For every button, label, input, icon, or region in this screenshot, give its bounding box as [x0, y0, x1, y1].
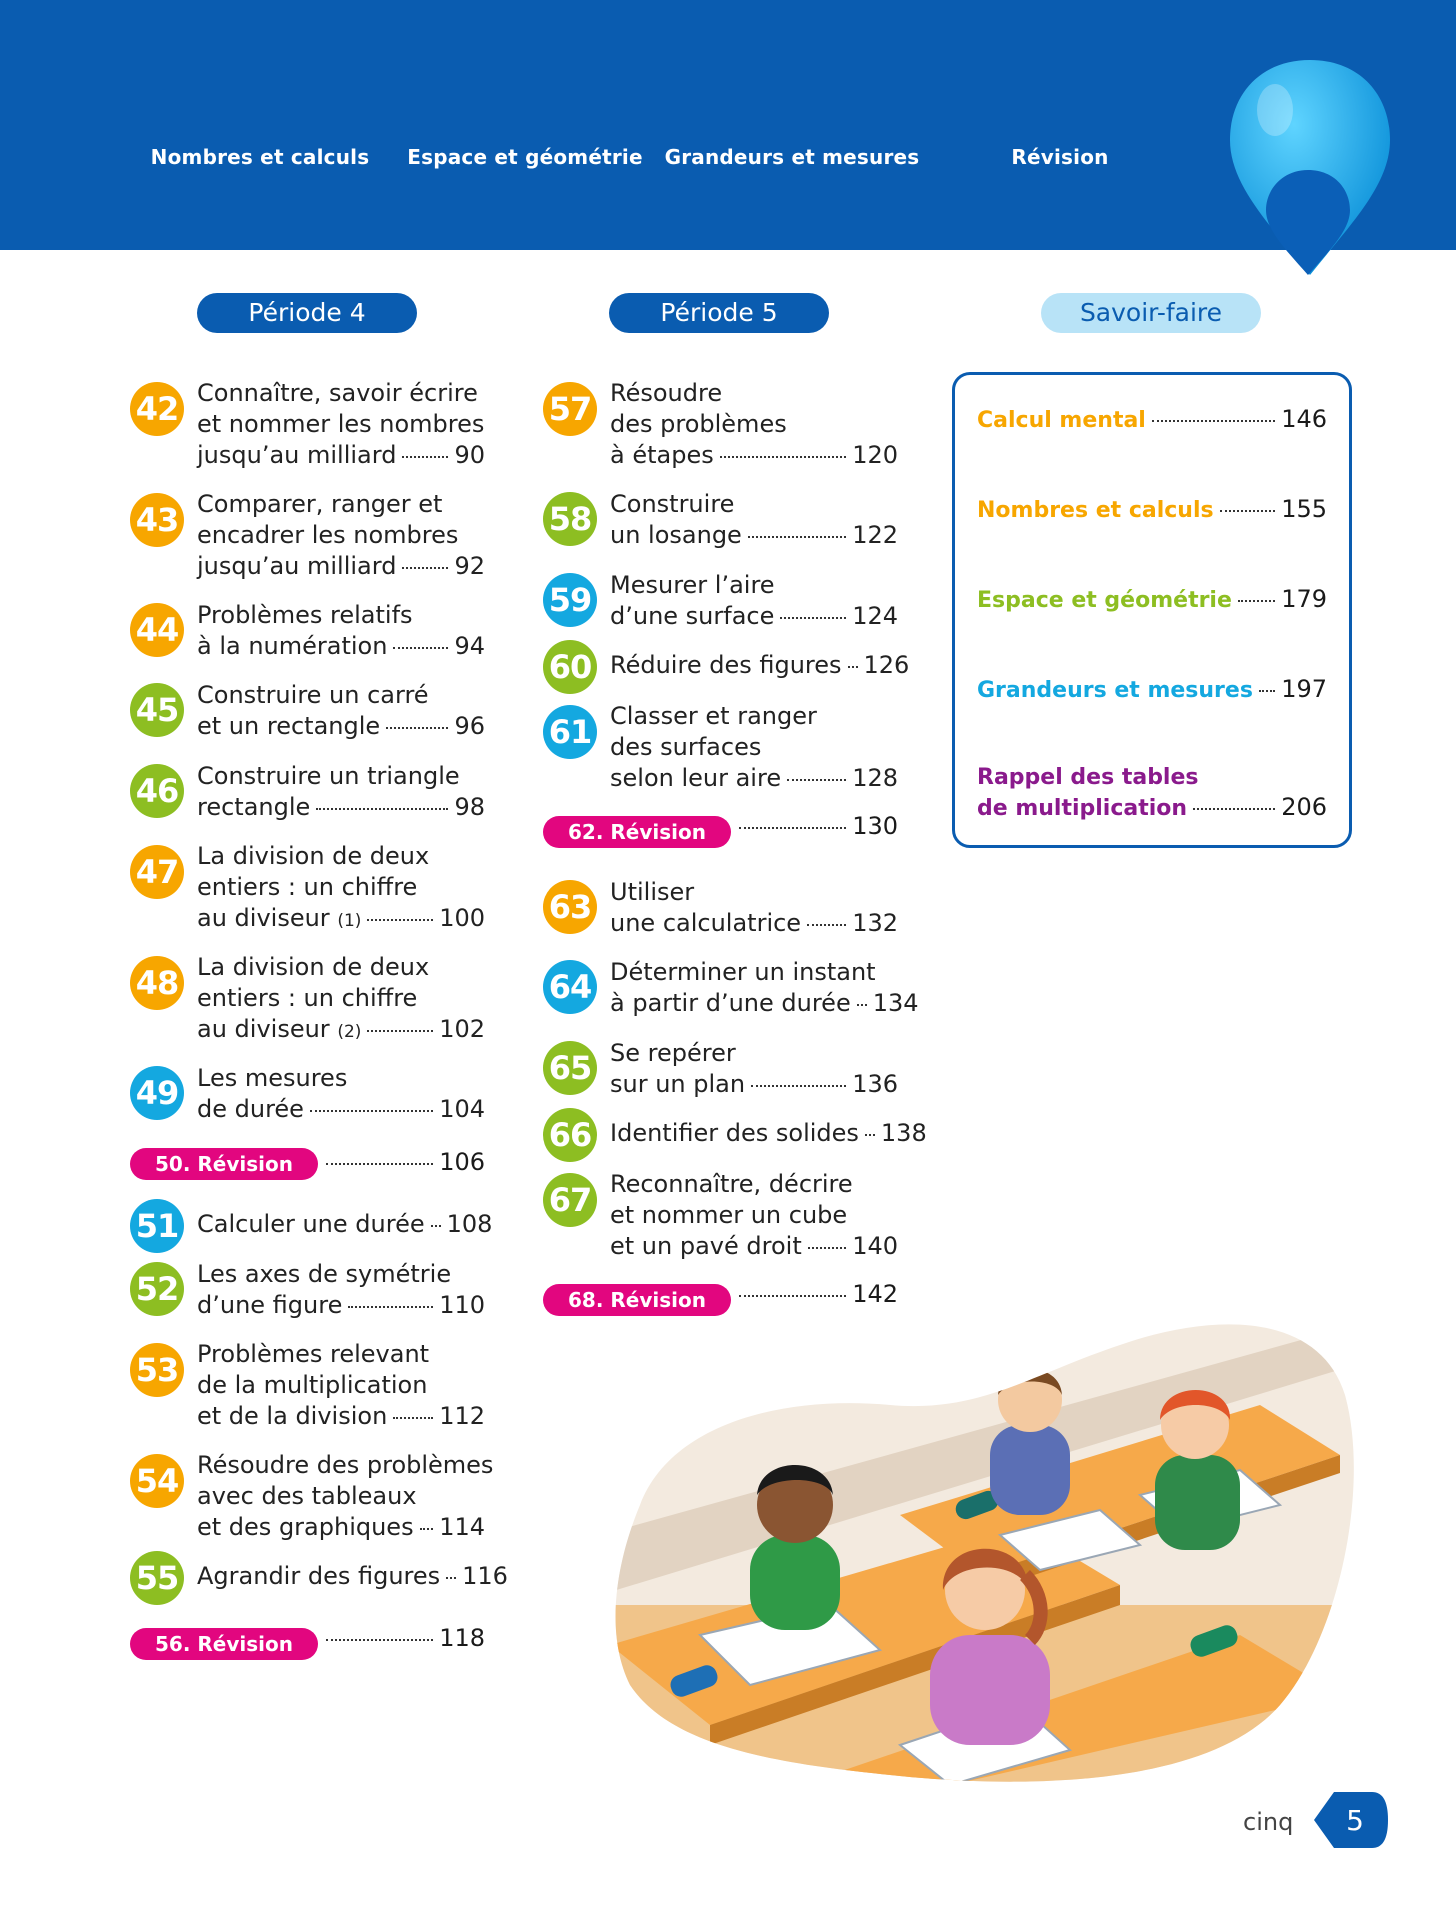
lesson-number: 60: [543, 640, 597, 694]
page-number: 120: [852, 441, 898, 469]
lesson-title: Agrandir des figures 116: [197, 1562, 508, 1590]
page-number: 130: [852, 812, 898, 840]
lesson-title: Réduire des figures 126: [610, 651, 910, 679]
lesson-title: Problèmes relevant de la multiplication et de la division 112: [197, 1340, 485, 1430]
savoir-faire-rappel-des-tables[interactable]: Rappel des tables de multiplication 206: [977, 765, 1327, 821]
page-number: 138: [880, 1119, 927, 1147]
page-number: 92: [454, 552, 485, 580]
revision-badge: 56. Révision: [130, 1628, 318, 1660]
revision-page-line: [739, 1280, 898, 1308]
lesson-number: 47: [130, 845, 184, 899]
savoir-faire-header: Savoir-faire: [1041, 293, 1261, 333]
lesson-number: 63: [543, 880, 597, 934]
revision-page-line: [326, 1624, 485, 1652]
page-word: cinq: [1243, 1808, 1294, 1836]
savoir-faire-calcul-mental[interactable]: Calcul mental 146: [977, 405, 1327, 433]
lesson-title: Classer et ranger des surfaces selon leur aire 128: [610, 702, 898, 792]
tab-revision[interactable]: Révision: [1011, 145, 1109, 169]
savoir-faire-espace-et-geometrie[interactable]: Espace et géométrie 179: [977, 585, 1327, 613]
page-number: 146: [1281, 405, 1327, 433]
revision-page-line: [326, 1148, 485, 1176]
lesson-number: 67: [543, 1173, 597, 1227]
page-number: 118: [439, 1624, 485, 1652]
lesson-number: 55: [130, 1551, 184, 1605]
lesson-number: 59: [543, 573, 597, 627]
lesson-number: 44: [130, 603, 184, 657]
revision-badge: 50. Révision: [130, 1148, 318, 1180]
period-4-header: Période 4: [197, 293, 417, 333]
lesson-number: 54: [130, 1454, 184, 1508]
lesson-title: Les axes de symétrie d’une figure 110: [197, 1260, 485, 1319]
map-pin-decoration: [1220, 55, 1400, 285]
page-number: 112: [439, 1402, 485, 1430]
page-number: 110: [439, 1291, 485, 1319]
page-number: 94: [454, 632, 485, 660]
revision-badge: 62. Révision: [543, 816, 731, 848]
revision-badge: 68. Révision: [543, 1284, 731, 1316]
period-5-header: Période 5: [609, 293, 829, 333]
lesson-title: Problèmes relatifs à la numération 94: [197, 601, 485, 660]
page-number: 122: [852, 521, 898, 549]
savoir-faire-grandeurs-et-mesures[interactable]: Grandeurs et mesures 197: [977, 675, 1327, 703]
lesson-number: 57: [543, 382, 597, 436]
page-number: 96: [454, 712, 485, 740]
lesson-title: Reconnaître, décrire et nommer un cube et un pavé droit 140: [610, 1170, 898, 1260]
lesson-title: Identifier des solides 138: [610, 1119, 927, 1147]
tab-espace-et-geometrie[interactable]: Espace et géométrie: [407, 145, 643, 169]
lesson-title: Mesurer l’aire d’une surface 124: [610, 571, 898, 630]
page-number: 142: [852, 1280, 898, 1308]
lesson-title: Déterminer un instant à partir d’une durée 134: [610, 958, 919, 1017]
lesson-title: Construire un carré et un rectangle 96: [197, 681, 485, 740]
page-number: 197: [1281, 675, 1327, 703]
lesson-number: 53: [130, 1343, 184, 1397]
lesson-number: 52: [130, 1262, 184, 1316]
lesson-title: Comparer, ranger et encadrer les nombres jusqu’au milliard 92: [197, 490, 485, 580]
lesson-title: Résoudre des problèmes avec des tableaux et des graphiques 114: [197, 1451, 494, 1541]
page-number: 106: [439, 1148, 485, 1176]
lesson-title: Connaître, savoir écrire et nommer les nombres jusqu’au milliard 90: [197, 379, 485, 469]
page-number: 124: [852, 602, 898, 630]
lesson-number: 64: [543, 960, 597, 1014]
tab-grandeurs-et-mesures[interactable]: Grandeurs et mesures: [664, 145, 920, 169]
page-number: 136: [852, 1070, 898, 1098]
lesson-number: 61: [543, 705, 597, 759]
lesson-title: Construire un triangle rectangle 98: [197, 762, 485, 821]
lesson-title: Se repérer sur un plan 136: [610, 1039, 898, 1098]
lesson-number: 46: [130, 764, 184, 818]
lesson-title: La division de deux entiers : un chiffre au diviseur (2) 102: [197, 953, 485, 1043]
page-number: 140: [852, 1232, 898, 1260]
page-number: 90: [454, 441, 485, 469]
classroom-illustration: [600, 1305, 1355, 1790]
savoir-faire-box: [952, 372, 1352, 848]
lesson-title: Utiliser une calculatrice 132: [610, 878, 898, 937]
page-number: 155: [1281, 495, 1327, 523]
page-number: 132: [852, 909, 898, 937]
savoir-faire-nombres-et-calculs[interactable]: Nombres et calculs 155: [977, 495, 1327, 523]
tab-nombres-et-calculs[interactable]: Nombres et calculs: [150, 145, 370, 169]
page-number: 206: [1281, 793, 1327, 821]
revision-page-line: [739, 812, 898, 840]
page-number: 126: [863, 651, 910, 679]
lesson-number: 48: [130, 956, 184, 1010]
page-number: 102: [439, 1015, 485, 1043]
lesson-number: 58: [543, 492, 597, 546]
page-number: 116: [462, 1562, 508, 1590]
lesson-title: La division de deux entiers : un chiffre au diviseur (1) 100: [197, 842, 485, 932]
page-number: 5: [1346, 1804, 1364, 1837]
lesson-number: 51: [130, 1199, 184, 1253]
lesson-number: 49: [130, 1066, 184, 1120]
lesson-title: Résoudre des problèmes à étapes 120: [610, 379, 898, 469]
page-number: 104: [439, 1095, 485, 1123]
lesson-number: 43: [130, 493, 184, 547]
lesson-number: 45: [130, 683, 184, 737]
page-number: 179: [1281, 585, 1327, 613]
lesson-title: Calculer une durée 108: [197, 1210, 493, 1238]
page-number: 100: [439, 904, 485, 932]
lesson-title: Construire un losange 122: [610, 490, 898, 549]
lesson-number: 65: [543, 1041, 597, 1095]
page-number: 134: [872, 989, 919, 1017]
page-number: 98: [454, 793, 485, 821]
lesson-number: 66: [543, 1108, 597, 1162]
page-number: 108: [446, 1210, 493, 1238]
page-number: 128: [852, 764, 898, 792]
lesson-number: 42: [130, 382, 184, 436]
page-number: 114: [439, 1513, 485, 1541]
lesson-title: Les mesures de durée 104: [197, 1064, 485, 1123]
